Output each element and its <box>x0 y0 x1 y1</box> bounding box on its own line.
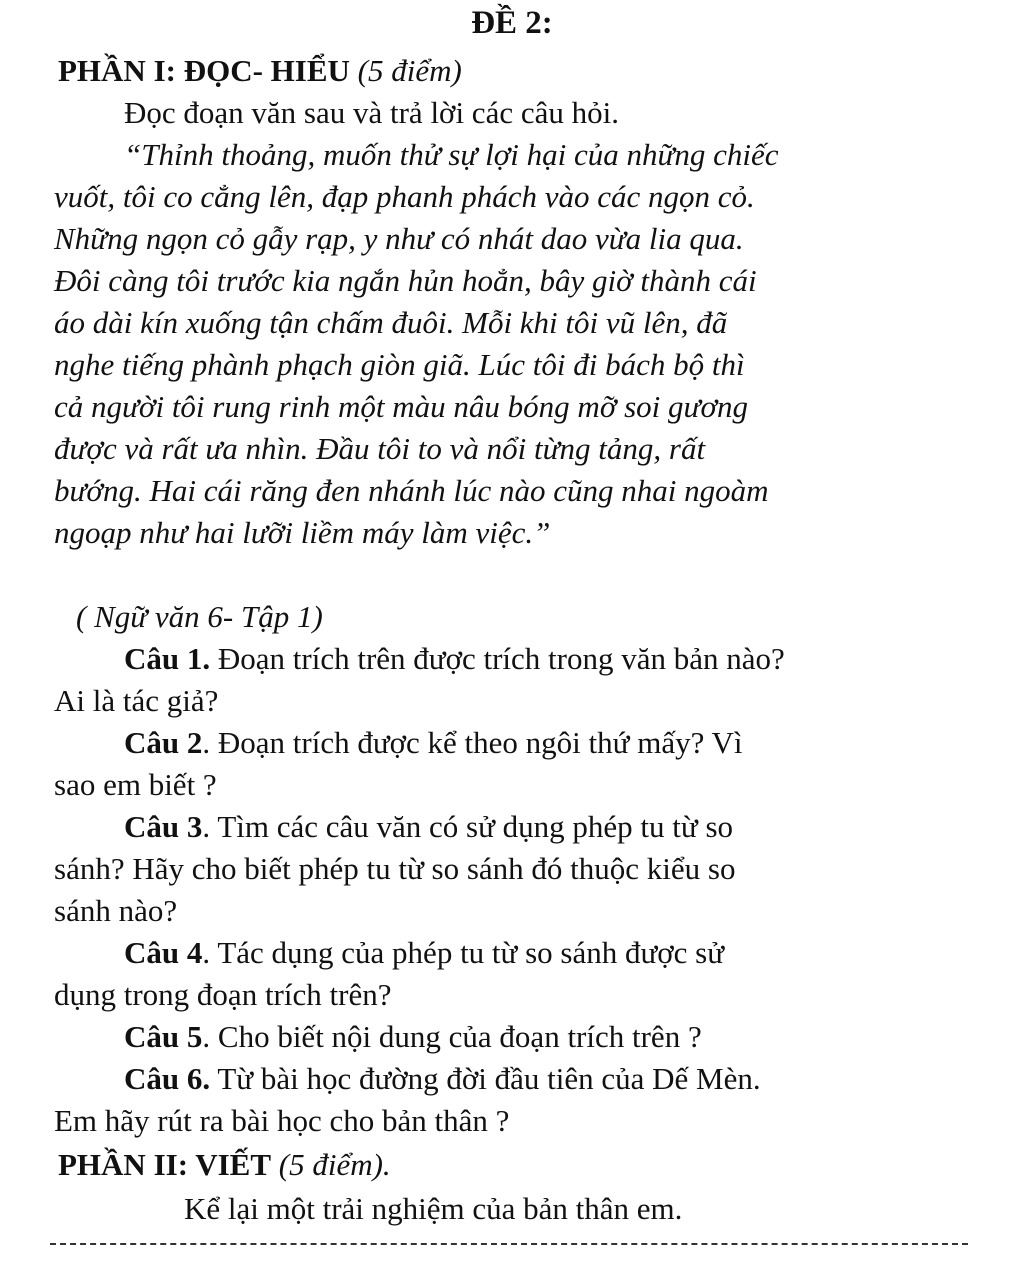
question-text: . Đoạn trích được kể theo ngôi thứ mấy? Vì <box>202 725 743 760</box>
question-label: Câu 6. <box>124 1061 211 1096</box>
part2-points: (5 điểm). <box>278 1147 391 1182</box>
question-6-cont: Em hãy rút ra bài học cho bản thân ? <box>54 1103 510 1138</box>
passage-line: Những ngọn cỏ gẫy rạp, y như có nhát dao vừa lia qua. <box>54 221 744 256</box>
question-text: . Cho biết nội dung của đoạn trích trên ? <box>202 1019 702 1054</box>
exam-title: ĐỀ 2: <box>471 5 553 41</box>
question-3-cont: sánh nào? <box>54 893 178 928</box>
question-label: Câu 4 <box>124 935 203 970</box>
question-label: Câu 1. <box>124 641 211 676</box>
question-1 <box>124 640 785 678</box>
question-text: . Tìm các câu văn có sử dụng phép tu từ so <box>202 809 734 844</box>
part1-heading <box>58 52 462 90</box>
part2-task: Kể lại một trải nghiệm của bản thân em. <box>184 1191 683 1226</box>
question-6 <box>124 1060 761 1098</box>
question-4-cont: dụng trong đoạn trích trên? <box>54 977 392 1012</box>
passage-line: “Thỉnh thoảng, muốn thử sự lợi hại của những chiếc <box>124 137 779 172</box>
question-text: Đoạn trích trên được trích trong văn bản nào? <box>210 641 785 676</box>
question-5 <box>124 1018 702 1056</box>
question-label: Câu 3 <box>124 809 203 844</box>
part2-heading-text: PHẦN II: VIẾT <box>58 1147 272 1182</box>
passage-line: bướng. Hai cái răng đen nhánh lúc nào cũng nhai ngoàm <box>54 473 769 508</box>
question-2 <box>124 724 743 762</box>
question-3-cont: sánh? Hãy cho biết phép tu từ so sánh đó thuộc kiểu so <box>54 851 736 886</box>
passage-source: ( Ngữ văn 6- Tập 1) <box>76 599 323 634</box>
question-3 <box>124 808 733 846</box>
passage-line: Đôi càng tôi trước kia ngắn hủn hoẳn, bây giờ thành cái <box>54 263 757 298</box>
part1-points: (5 điểm) <box>357 53 462 88</box>
passage-line: cả người tôi rung rinh một màu nâu bóng mỡ soi gương <box>54 389 748 424</box>
question-text: Từ bài học đường đời đầu tiên của Dế Mèn. <box>210 1061 761 1096</box>
passage-line: được và rất ưa nhìn. Đầu tôi to và nổi từng tảng, rất <box>54 431 706 466</box>
part1-heading-text: PHẦN I: ĐỌC- HIỂU <box>58 53 350 88</box>
passage-line: nghe tiếng phành phạch giòn giã. Lúc tôi đi bách bộ thì <box>54 347 745 382</box>
question-label: Câu 5 <box>124 1019 203 1054</box>
passage-line: áo dài kín xuống tận chấm đuôi. Mỗi khi tôi vũ lên, đã <box>54 305 728 340</box>
part1-instruction: Đọc đoạn văn sau và trả lời các câu hỏi. <box>124 95 619 130</box>
question-4 <box>124 934 724 972</box>
passage-line: vuốt, tôi co cẳng lên, đạp phanh phách vào các ngọn cỏ. <box>54 179 755 214</box>
part2-heading <box>58 1146 391 1184</box>
question-1-cont: Ai là tác giả? <box>54 683 219 718</box>
dashed-divider <box>50 1243 968 1245</box>
question-text: . Tác dụng của phép tu từ so sánh được sử <box>202 935 725 970</box>
passage-line: ngoạp như hai lưỡi liềm máy làm việc.” <box>54 515 551 550</box>
question-label: Câu 2 <box>124 725 203 760</box>
question-2-cont: sao em biết ? <box>54 767 217 802</box>
